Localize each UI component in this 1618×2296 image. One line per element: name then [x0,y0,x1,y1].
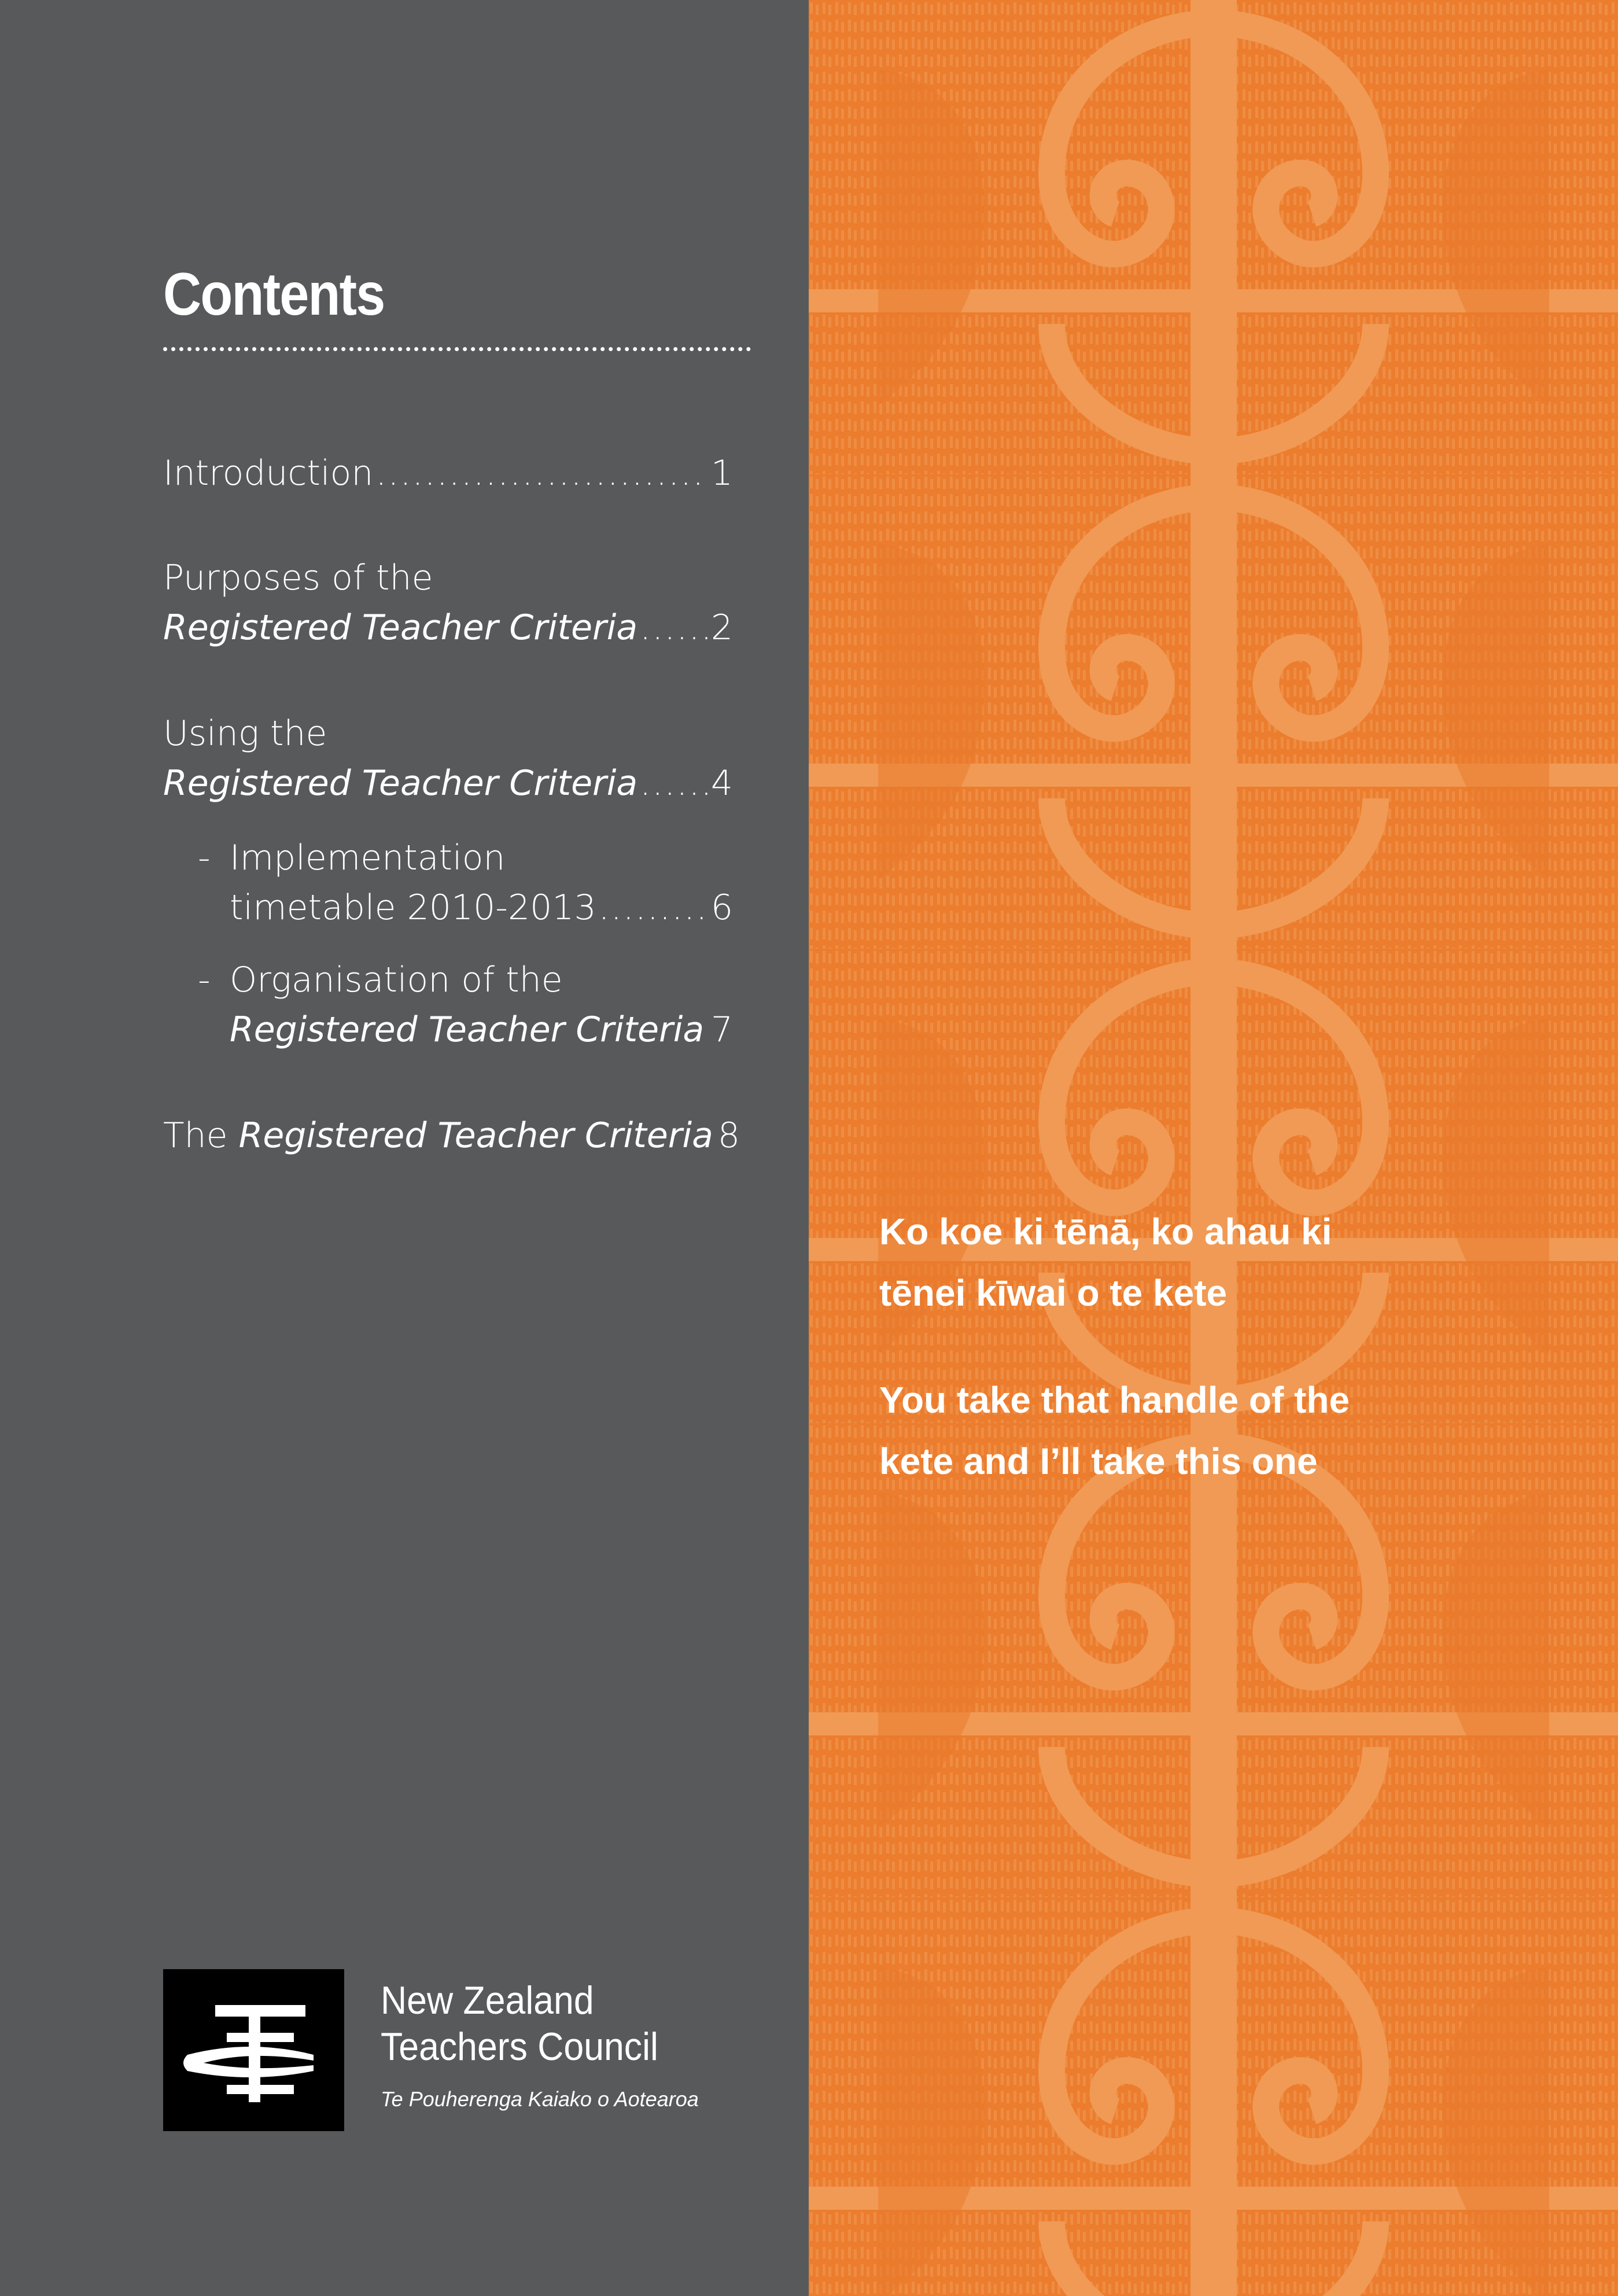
maori-proverb-line-2: tēnei kīwai o te kete [879,1272,1228,1314]
toc-page-number: 8 [717,1115,740,1156]
toc-entry-purposes[interactable] [163,553,733,653]
toc-entry-criteria[interactable] [163,1111,740,1160]
toc-entry-label: Using the [163,713,327,754]
pattern-panel [809,0,1618,2296]
organisation-name-line-2: Teachers Council [381,2025,658,2069]
toc-leader [640,603,709,653]
toc-leader [640,758,709,808]
contents-title: Contents [163,261,385,328]
toc-leader [706,1005,709,1055]
toc-entry-label-italic: Registered Teacher Criteria [238,1115,713,1156]
toc-sub-dash: - [198,960,211,1000]
english-translation-line-2: kete and I’ll take this one [879,1440,1318,1482]
toc-leader [375,448,708,498]
toc-page-number: 7 [710,1009,733,1050]
toc-page-number: 1 [710,453,733,493]
koru-pattern-background [809,0,1618,2296]
council-emblem-icon [163,1969,344,2131]
toc-entry-implementation-timetable[interactable] [198,833,733,933]
maori-proverb [879,1201,1458,1324]
toc-entry-introduction[interactable] [163,448,733,498]
english-translation [879,1369,1458,1492]
toc-entry-using[interactable] [163,709,733,808]
toc-entry-label: timetable 2010-2013 [230,887,596,928]
toc-page-number: 6 [710,887,733,928]
maori-proverb-line-1: Ko koe ki tēnā, ko ahau ki [879,1211,1332,1252]
organisation-name-line-1: New Zealand [381,1978,594,2022]
toc-entry-label-italic: Registered Teacher Criteria [163,607,638,648]
toc-entry-organisation[interactable] [198,955,733,1055]
toc-page-number: 2 [710,607,733,648]
toc-entry-label: Implementation [230,838,506,878]
teachers-council-logo [163,1969,344,2131]
toc-entry-label-italic: Registered Teacher Criteria [230,1009,705,1050]
organisation-name [381,1977,658,2070]
english-translation-line-1: You take that handle of the [879,1379,1350,1421]
toc-entry-label: Purposes of the [163,558,433,598]
toc-entry-prefix: The [163,1115,228,1156]
toc-entry-label: Organisation of the [230,960,563,1000]
toc-sub-dash: - [198,838,211,878]
toc-page-number: 4 [710,763,733,804]
toc-entry-label: Introduction [163,453,374,493]
toc-leader [599,883,709,933]
organisation-maori-name: Te Pouherenga Kaiako o Aotearoa [381,2087,699,2111]
title-dotted-rule [163,347,751,351]
toc-entry-label-italic: Registered Teacher Criteria [163,763,638,804]
